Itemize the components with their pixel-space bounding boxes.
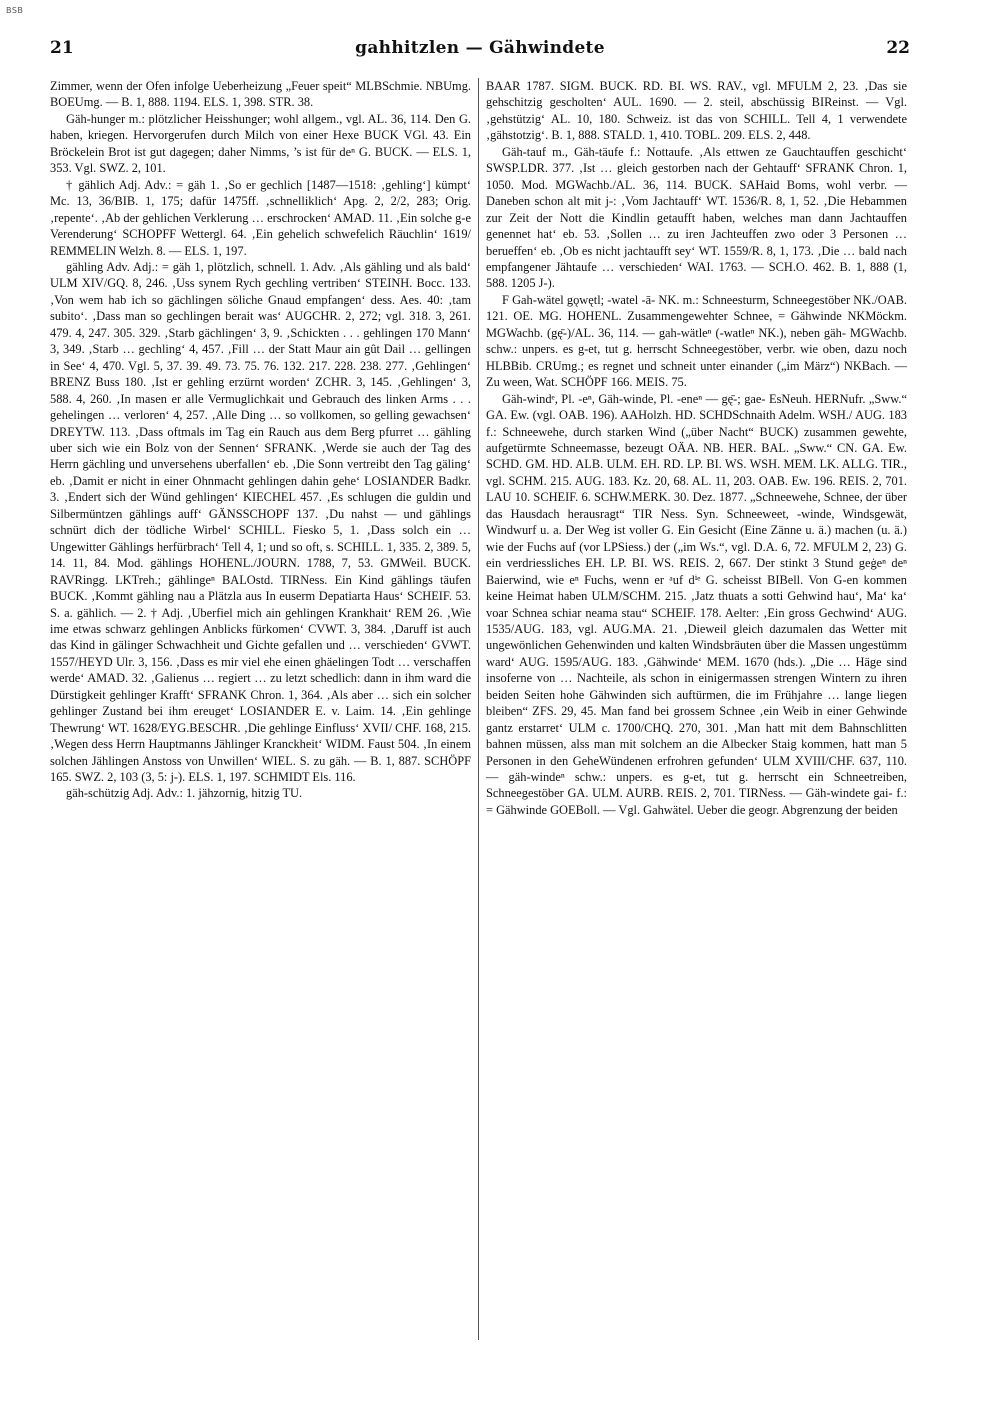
- running-title: gahhitzlen — Gähwindete: [355, 38, 605, 58]
- entry-gaeh-tauf: Gäh-tauf m., Gäh-täufe f.: Nottaufe. ‚Als ettwen ze Gauchtauffen geschicht‘ SWSP.LDR. 377. ‚Ist … gleich gestorben nach der Gehtauff‘ SFRANK Chron. 1, 1050. Mod. MGWachb./AL. 36, 114. BUCK. SAHaid Boms, wohl verbr. — Daneben schon alt mit j-: ‚Vom Jachtauff‘ WT. 1536/R. 8, 1, 52. ‚Die Hebammen zur Zeit der Nott die Kindlin getaufft haben, welches man dann Jachtauffen genennet hat‘ eb. 53. ‚Sollen … zu iren Jachteuffen zwo oder 3 Personen … berueffen‘ eb. ‚Ob es nicht jachtaufft sey‘ WT. 1559/R. 8, 1, 173. ‚Die … bald nach empfangener Jähtaufe … verschieden‘ WAI. 1763. — SCH.O. 462. B. 1, 888 (1, 588. 1205 J-).: [486, 144, 907, 291]
- entry-gaeh-winde: Gäh-windᵉ, Pl. -eⁿ, Gäh-winde, Pl. -eneⁿ — gę̄-; gae- EsNeuh. HERNufr. „Sww.“ GA. Ew. (vgl. OAB. 196). AAHolzh. HD. SCHDSchnaith Adelm. WSH./ AUG. 183 f.: Schneewehe, durch starken Wind („über Nacht“ BUCK) zusammen gewehte, aufgetürmte Schneemasse, bezeugt OÄA. NB. HER. BAL. „Sww.“ CN. GA. Ew. SCHD. GM. HD. ALB. ULM. EH. RD. LP. BI. WS. WSH. MEM. LK. ALLG. TIR., vgl. SCHM. 215. AUG. 183. Kz. 20, 68. AL. 11, 203. OAB. Ew. 196. REIS. 2, 701. LAU 10. SCHEIF. 6. SCHW.MERK. 30. Dez. 1877. „Schneewehe, Schnee, der über das Hausdach herausragt“ TIR Ness. Syn. Schneeweet, -winde, Windsgewät, Windwurf u. a. Der Weg ist voller G. Ein Gesicht (Eine Zänne u. ä.) machen (u. ä.) wie der Fuchs auf (vor LPSiess.) der („im Ws.“, vgl. D.A. 6, 72. MFULM 2, 23) G. ein verdriessliches EH. LP. BI. WS. REIS. 2, 667. Der stinkt 3 Stund geġeⁿ deⁿ Baierwind, wie eⁿ Fuchs, wenn er ᵃuf dⁱᵉ G. scheisst BIBell. Von G-en kommen keine Heimat haben ULM/SCHM. 215. ‚Jatz thuats a sotti Gehwind hau‘, Ma‘ ka‘ voar Schnea schiar neama stau“ SCHEIF. 178. Aelter: ‚Ein gross Gechwind‘ AUG. 1535/AUG. 183, vgl. AUG.MA. 21. ‚Dieweil gleich dazumalen das Wetter mit ungewönlichen Gehenwinden und kalten Windsbräuten über die Massen ungestümm ward‘ AUG. 1595/AUG. 183. ‚Gähwinde‘ MEM. 1670 (hds.). „Die … Häge sind insoferne von … Nachteile, als schon in einigermassen strengen Wintern zu ihren beiden Seiten hohe Gähwinden sich auftürmen, die im Frühjahre … lange liegen bleiben“ ZFS. 29, 45. Man fand bei grossem Schnee ‚ein Weib in einer Gehwinde gantz erstarret‘ ULM c. 1700/CHQ. 270, 301. ‚Man hatt mit dem Bahnschlitten bahnen müssen, alss man mit solchem an die Albecker Staig kommen, hatt man 5 Personen in den GeheWündenen erfrohren gefunden‘ ULM XVIII/CHF. 637, 110. — gäh-windeⁿ schw.: unpers. es g-et, tut g. herrscht ein Schneetreiben, Schneegestöber GA. ULM. AURB. REIS. 2, 701. TIRNess. — Gäh-windete gai- f.: = Gähwinde GOEBoll. — Vgl. Gahwätel. Ueber die geogr. Abgrenzung der beiden: [486, 391, 907, 817]
- library-stamp: BSB: [6, 6, 24, 15]
- entry-gaeh-hunger: Gäh-hunger m.: plötzlicher Heisshunger; wohl allgem., vgl. AL. 36, 114. Den G. haben, kriegen. Hervorgerufen durch Milch von einer Hexe BUCK VGl. 43. Ein Bröckelein Brot ist gut dagegen; daher Nimms, ’s ist für deⁿ G. BUCK. — ELS. 1, 353. Vgl. SWZ. 2, 101.: [50, 111, 471, 176]
- left-column: [50, 78, 471, 802]
- page-header: [50, 38, 910, 62]
- right-page-number: 22: [886, 38, 910, 58]
- entry-continuation: Zimmer, wenn der Ofen infolge Ueberheizung „Feuer speit“ MLBSchmie. NBUmg. BOEUmg. — B. 1, 888. 1194. ELS. 1, 398. STR. 38.: [50, 79, 471, 110]
- entry-gaehlich: † gählich Adj. Adv.: = gäh 1. ‚So er gechlich [1487—1518: ‚gehling‘] kümpt‘ Mc. 13, 36/BIB. 1, 175; dafür 1475ff. ‚schnelliklich‘ Apg. 2, 2/2, 283; Orig. ‚repente‘. ‚Ab der gehlichen Verklerung … erschrocken‘ AMAD. 11. ‚Ein solche g-e Verenderung‘ SCHOPFF Wettergl. 64. ‚Ein gehelich schwefelich Räuchlin‘ 1619/ REMMELIN Welzh. 8. — ELS. 1, 197.: [50, 177, 471, 258]
- dictionary-columns: [50, 78, 908, 1368]
- column-divider: [478, 78, 479, 1340]
- left-page-number: 21: [50, 38, 74, 58]
- entry-gah-waetel: F Gah-wätel gǫwętl; -watel -ā- NK. m.: Schneesturm, Schneegestöber NK./OAB. 121. OE. MG. HOHENL. Zusammengewehter Schnee, = Gähwinde NKMöckm. MGWachb. (gę̄-)/AL. 36, 114. — gah-wätleⁿ (-watleⁿ NK.), neben gäh- MGWachb. schw.: unpers. es g-et, tut g. herrscht Schneegestöber, verbr. wie oben, dazu noch HLBBib. CRUmg.; es regnet und schneit unter einander („im März“) NKBach. — Zu ween, Wat. SCHÖPF 166. MEIS. 75.: [486, 292, 907, 390]
- entry-gaeh-schuetzig-continued: BAAR 1787. SIGM. BUCK. RD. BI. WS. RAV., vgl. MFULM 2, 23. ‚Das sie gehschitzig gescholten‘ AUL. 1690. — 2. steil, abschüssig BIReinst. — Vgl. ‚gehstützig‘ AL. 10, 180. Schweiz. ist das von SCHILL. Tell 4, 1 verwendete ‚gähstotzig‘. B. 1, 888. STALD. 1, 410. TOBL. 209. ELS. 2, 448.: [486, 79, 907, 143]
- entry-gaeh-schuetzig: gäh-schützig Adj. Adv.: 1. jähzornig, hitzig TU.: [66, 786, 303, 801]
- entry-gaehling: gähling Adv. Adj.: = gäh 1, plötzlich, schnell. 1. Adv. ‚Als gähling und als bald‘ ULM XIV/GQ. 8, 246. ‚Uss synem Rych gechling vertriben‘ STEINH. Bocc. 133. ‚Von wem hab ich so gächlingen söliche Gnaud empfangen‘ dess. Aes. 40: ‚tam subito‘. ‚Dass man so gechlingen berait was‘ AUGCHR. 2, 272; vgl. 318. 3, 261. 479. 4, 247. 305. 329. ‚Starb gächlingen‘ 3, 9. ‚Schickten . . . gehlingen 170 Mann‘ 3, 349. ‚Starb … gechling‘ 4, 457. ‚Fill … der Statt Maur ain gût Dail … gellingen in See‘ 4, 470. Vgl. 5, 37. 39. 49. 73. 75. 76. 132. 217. 228. 238. 277. ‚Gehlingen‘ BRENZ Buss 180. ‚Ist er gehling erzürnt worden‘ ZCHR. 3, 145. ‚Gehlingen‘ 3, 588. 4, 260. ‚In masen er alle Vermuglichkait und Gebrauch des linken Arms . . . gehelingen … verloren‘ 4, 257. ‚Alle Ding … so vollkomen, so gelling gewachsen‘ DREYTW. 113. ‚Dass oftmals im Tag ein Rauch aus dem Berg pfurret … gähling uber sich wie ein Bolz von der Sennen‘ SFRANK. ‚Werde sie auch der Tag des Herrn gächling und unversehens uberfallen‘ eb. ‚Die Sonn vertreibt den Tag gäling‘ eb. ‚Damit er nicht in einer Ohnmacht gehlingen dahin gehe‘ LOSIANDER Badkr. 3. ‚Endert sich der Wünd gehlingen‘ KIECHEL 457. ‚Es schlugen die guldin und Silbermüntzen gählings auff‘ GÄNSSCHOPF 137. ‚Du nahst — und gählings schnürt dich der tödliche Wirbel‘ SCHILL. Fiesko 5, 1. ‚Dass solch ein … Ungewitter Gählings herfürbrach‘ Tell 4, 1; und so oft, s. SCHILL. 1, 335. 2, 389. 5, 14. 11, 84. Mod. gählings HOHENL./JOURN. 1788, 7, 53. GMWeil. BUCK. RAVRingg. LKTreh.; gählingeⁿ BALOstd. TIRNess. Ein Kind gählings täufen BUCK. ‚Kommt gähling nau a Plätzla aus In euserm Depatiarta Haus‘ SCHEIF. 53. S. a. gählich. — 2. † Adj. ‚Uberfiel mich ain gehlingen Krankhait‘ REM 26. ‚Wie ime etwas schwarz gehlingen Anblicks fürkomen‘ CVWT. 3, 384. ‚Daruff ist auch das Kind in gälinger Schwachheit und Gichte gefallen und … verschieden‘ GVWT. 1557/HEYD Ulr. 3, 156. ‚Dass es mir viel ehe einen ghäelingen Todt … verschaffen werde‘ AMAD. 32. ‚Galienus … regiert … zu letzt schedlich: dann in ihm ward die Dürstigkeit gehlinger Krafft‘ SFRANK Chron. 1, 364. ‚Als aber … sich ein solcher gehlinger Zustand bei ihm ereuget‘ LOSIANDER E. v. Laim. 14. ‚Ein gehlinge Thewrung‘ WT. 1628/EYG.BESCHR. ‚Die gehlinge Einfluss‘ XVII/ CHF. 168, 215. ‚Wegen dess Herrn Hauptmanns Jählinger Kranckheit‘ WIDM. Faust 504. ‚In einem solchen Jählingen Anstoss von Unwillen‘ WIEL. S. zu gäh. — B. 1, 887. SCHÖPF 165. SWZ. 2, 103 (3, 5: j-). ELS. 1, 197. SCHMIDT Els. 116.: [50, 259, 471, 785]
- right-column: [486, 78, 907, 818]
